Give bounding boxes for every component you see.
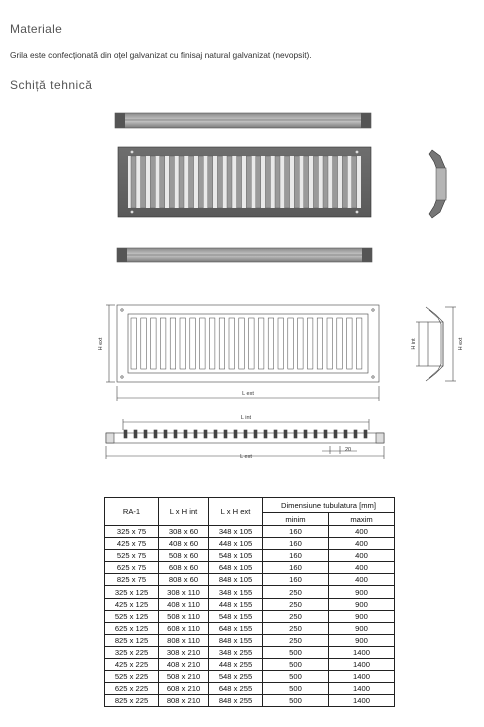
duct-max-cell: 400: [329, 538, 395, 550]
lxh-ext-cell: 648 x 155: [209, 622, 263, 634]
duct-min-cell: 500: [263, 683, 329, 695]
section-slat: [334, 430, 337, 438]
slat: [180, 318, 186, 369]
duct-max-cell: 400: [329, 550, 395, 562]
slat: [337, 318, 343, 369]
table-row: [105, 538, 395, 550]
table-row: [105, 671, 395, 683]
table-row: [105, 598, 395, 610]
header-model: RA-1: [105, 498, 159, 526]
table-row: [105, 622, 395, 634]
slat: [189, 156, 194, 208]
label-h-int-side: H int: [411, 338, 417, 350]
slat: [298, 318, 304, 369]
section-slat: [364, 430, 367, 438]
lxh-ext-cell: 548 x 105: [209, 550, 263, 562]
table-row: [105, 646, 395, 658]
slat: [294, 156, 299, 208]
model-cell: 525 x 225: [105, 671, 159, 683]
lxh-ext-cell: 548 x 155: [209, 610, 263, 622]
model-cell: 825 x 75: [105, 574, 159, 586]
model-cell: 325 x 75: [105, 526, 159, 538]
slat: [160, 156, 165, 208]
table-body: [105, 526, 395, 707]
section-slat: [274, 430, 277, 438]
lxh-int-cell: 308 x 110: [159, 586, 209, 598]
section-slat: [344, 430, 347, 438]
lxh-int-cell: 808 x 210: [159, 695, 209, 707]
render-bottom-profile: [117, 248, 372, 262]
section-slat: [284, 430, 287, 438]
slat: [304, 156, 309, 208]
duct-max-cell: 900: [329, 586, 395, 598]
slat: [342, 156, 347, 208]
model-cell: 525 x 125: [105, 610, 159, 622]
section-slat: [294, 430, 297, 438]
slat: [237, 156, 242, 208]
slat: [150, 156, 155, 208]
slat: [288, 318, 294, 369]
section-slat: [194, 430, 197, 438]
slat: [141, 318, 147, 369]
lxh-int-cell: 408 x 110: [159, 598, 209, 610]
lxh-ext-cell: 548 x 255: [209, 671, 263, 683]
section-slat: [324, 430, 327, 438]
slat: [239, 318, 245, 369]
slat: [333, 156, 338, 208]
slat: [131, 156, 136, 208]
section-slat: [154, 430, 157, 438]
duct-min-cell: 160: [263, 538, 329, 550]
model-cell: 625 x 225: [105, 683, 159, 695]
slat: [256, 156, 261, 208]
model-cell: 825 x 125: [105, 634, 159, 646]
lxh-ext-cell: 648 x 105: [209, 562, 263, 574]
duct-max-cell: 1400: [329, 695, 395, 707]
duct-min-cell: 500: [263, 695, 329, 707]
slat: [265, 156, 270, 208]
materials-description: Grila este confecționată din oțel galvanizat cu finisaj natural galvanizat (nevopsit).: [10, 50, 312, 60]
lxh-int-cell: 508 x 210: [159, 671, 209, 683]
duct-max-cell: 400: [329, 526, 395, 538]
drawing-side-view: [416, 307, 456, 381]
slat: [209, 318, 215, 369]
lxh-ext-cell: 648 x 255: [209, 683, 263, 695]
duct-min-cell: 160: [263, 562, 329, 574]
table-header-row: [105, 498, 395, 513]
table-row: [105, 574, 395, 586]
slat: [275, 156, 280, 208]
section-slat: [234, 430, 237, 438]
model-cell: 625 x 75: [105, 562, 159, 574]
duct-min-cell: 160: [263, 574, 329, 586]
lxh-ext-cell: 348 x 255: [209, 646, 263, 658]
table-row: [105, 659, 395, 671]
section-slat: [214, 430, 217, 438]
model-cell: 425 x 225: [105, 659, 159, 671]
drawing-section-slats: [124, 430, 367, 438]
lxh-int-cell: 808 x 110: [159, 634, 209, 646]
duct-min-cell: 250: [263, 598, 329, 610]
slat: [200, 318, 206, 369]
duct-max-cell: 1400: [329, 683, 395, 695]
table-row: [105, 610, 395, 622]
slat: [258, 318, 264, 369]
slat: [198, 156, 203, 208]
duct-min-cell: 500: [263, 646, 329, 658]
section-slat: [134, 430, 137, 438]
model-cell: 325 x 225: [105, 646, 159, 658]
render-side-profile: [429, 150, 446, 218]
model-cell: 625 x 125: [105, 622, 159, 634]
slat: [352, 156, 357, 208]
drawing-front-view: [106, 305, 379, 401]
label-l-int-section: L int: [240, 415, 252, 421]
slat: [278, 318, 284, 369]
slat: [217, 156, 222, 208]
lxh-int-cell: 608 x 210: [159, 683, 209, 695]
drawing-slats: [131, 318, 362, 369]
table-row: [105, 695, 395, 707]
section-slat: [174, 430, 177, 438]
slat: [229, 318, 235, 369]
lxh-ext-cell: 348 x 105: [209, 526, 263, 538]
section-slat: [354, 430, 357, 438]
lxh-ext-cell: 448 x 155: [209, 598, 263, 610]
table-row: [105, 634, 395, 646]
header-max: maxim: [329, 513, 395, 526]
slat: [131, 318, 137, 369]
table-row: [105, 586, 395, 598]
lxh-int-cell: 408 x 60: [159, 538, 209, 550]
table-row: [105, 562, 395, 574]
section-slat: [184, 430, 187, 438]
duct-min-cell: 250: [263, 634, 329, 646]
table-row: [105, 526, 395, 538]
duct-min-cell: 160: [263, 526, 329, 538]
slat: [190, 318, 196, 369]
duct-max-cell: 400: [329, 562, 395, 574]
label-h-ext-side: H ext: [458, 337, 464, 351]
duct-max-cell: 1400: [329, 671, 395, 683]
lxh-int-cell: 508 x 110: [159, 610, 209, 622]
slat: [313, 156, 318, 208]
model-cell: 325 x 125: [105, 586, 159, 598]
lxh-int-cell: 608 x 110: [159, 622, 209, 634]
lxh-ext-cell: 348 x 155: [209, 586, 263, 598]
materials-heading: Materiale: [10, 22, 63, 36]
lxh-int-cell: 508 x 60: [159, 550, 209, 562]
duct-min-cell: 250: [263, 610, 329, 622]
render-top-profile: [115, 113, 371, 128]
section-slat: [144, 430, 147, 438]
schematic-heading: Schiță tehnică: [10, 78, 93, 92]
duct-max-cell: 900: [329, 610, 395, 622]
section-slat: [124, 430, 127, 438]
lxh-int-cell: 808 x 60: [159, 574, 209, 586]
slat: [179, 156, 184, 208]
header-min: minim: [263, 513, 329, 526]
slat: [169, 156, 174, 208]
lxh-int-cell: 308 x 210: [159, 646, 209, 658]
lxh-ext-cell: 448 x 105: [209, 538, 263, 550]
render-front-grille: [118, 147, 371, 217]
duct-max-cell: 900: [329, 634, 395, 646]
section-slat: [304, 430, 307, 438]
slat: [268, 318, 274, 369]
lxh-int-cell: 608 x 60: [159, 562, 209, 574]
duct-min-cell: 250: [263, 586, 329, 598]
lxh-int-cell: 308 x 60: [159, 526, 209, 538]
slat: [219, 318, 225, 369]
lxh-int-cell: 408 x 210: [159, 659, 209, 671]
table-row: [105, 683, 395, 695]
duct-min-cell: 500: [263, 671, 329, 683]
lxh-ext-cell: 848 x 155: [209, 634, 263, 646]
label-l-ext-section: L ext: [240, 454, 252, 460]
duct-max-cell: 1400: [329, 659, 395, 671]
slat: [327, 318, 333, 369]
label-slat-spacing: 20: [344, 447, 352, 453]
label-l-ext-front: L ext: [242, 391, 254, 397]
slat: [285, 156, 290, 208]
section-slat: [244, 430, 247, 438]
duct-min-cell: 500: [263, 659, 329, 671]
slat: [356, 318, 362, 369]
table-row: [105, 550, 395, 562]
duct-min-cell: 250: [263, 622, 329, 634]
model-cell: 425 x 125: [105, 598, 159, 610]
duct-max-cell: 400: [329, 574, 395, 586]
slat: [151, 318, 157, 369]
lxh-ext-cell: 848 x 255: [209, 695, 263, 707]
lxh-ext-cell: 448 x 255: [209, 659, 263, 671]
slat: [249, 318, 255, 369]
duct-max-cell: 1400: [329, 646, 395, 658]
slat: [246, 156, 251, 208]
model-cell: 525 x 75: [105, 550, 159, 562]
slat: [317, 318, 323, 369]
header-lxh-int: L x H int: [159, 498, 209, 526]
section-slat: [164, 430, 167, 438]
slat: [141, 156, 146, 208]
section-slat: [254, 430, 257, 438]
slat: [347, 318, 353, 369]
slat: [227, 156, 232, 208]
duct-min-cell: 160: [263, 550, 329, 562]
slat: [323, 156, 328, 208]
model-cell: 825 x 225: [105, 695, 159, 707]
model-cell: 425 x 75: [105, 538, 159, 550]
slat: [160, 318, 166, 369]
section-slat: [204, 430, 207, 438]
slat: [307, 318, 313, 369]
duct-max-cell: 900: [329, 622, 395, 634]
section-slat: [224, 430, 227, 438]
slat: [170, 318, 176, 369]
header-duct-dimension: Dimensiune tubulatura [mm]: [263, 498, 395, 513]
label-h-ext-front: H ext: [98, 337, 104, 351]
lxh-ext-cell: 848 x 105: [209, 574, 263, 586]
slat: [208, 156, 213, 208]
section-slat: [314, 430, 317, 438]
section-slat: [264, 430, 267, 438]
header-lxh-ext: L x H ext: [209, 498, 263, 526]
dimensions-table: [104, 497, 395, 707]
drawing-top-section: [106, 419, 384, 459]
duct-max-cell: 900: [329, 598, 395, 610]
